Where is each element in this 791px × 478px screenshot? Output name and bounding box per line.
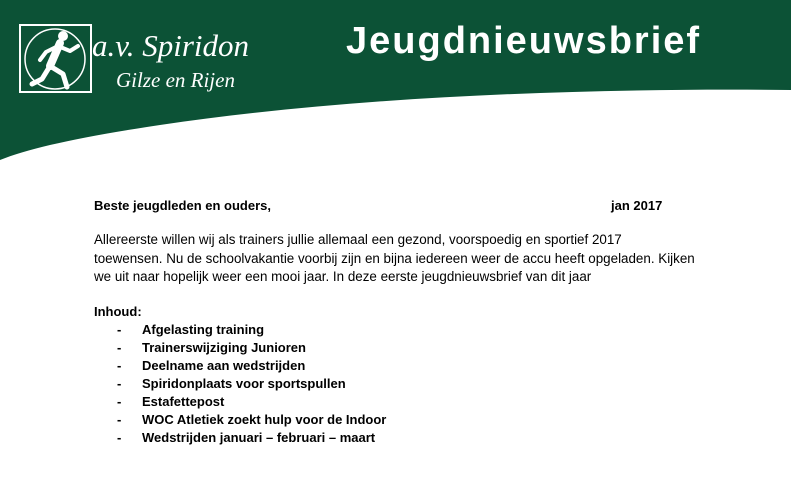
letter-date: jan 2017: [611, 198, 663, 213]
toc-item-text: Wedstrijden januari – februari – maart: [142, 430, 376, 445]
intro-paragraph: Allereerste willen wij als trainers jullie allemaal een gezond, voorspoedig en sportief 2017 toewensen. Nu de schoolvakantie voorbij zijn en bijna iedereen weer de accu heeft opgeladen. Kijken we uit naar hopelijk weer een mooi jaar. In deze eerste jeugdnieuwsbrief van dit jaar: [94, 232, 695, 284]
toc-bullet: -: [117, 340, 122, 355]
toc-bullet: -: [117, 430, 122, 445]
toc-bullet: -: [117, 412, 122, 427]
toc-item-text: Estafettepost: [142, 394, 225, 409]
toc-bullet: -: [117, 394, 122, 409]
toc-item-text: Afgelasting training: [142, 322, 265, 337]
toc-item-text: Deelname aan wedstrijden: [142, 358, 306, 373]
toc-item-text: Trainerswijziging Junioren: [142, 340, 306, 355]
toc-heading: Inhoud:: [94, 304, 142, 319]
club-location: Gilze en Rijen: [116, 68, 235, 92]
newsletter-title: Jeugdnieuwsbrief: [346, 20, 702, 62]
toc-bullet: -: [117, 322, 122, 337]
toc-item-text: Spiridonplaats voor sportspullen: [142, 376, 346, 391]
letter-greeting: Beste jeugdleden en ouders,: [94, 198, 271, 213]
toc-item-text: WOC Atletiek zoekt hulp voor de Indoor: [142, 412, 387, 427]
club-name: a.v. Spiridon: [92, 28, 249, 63]
toc-bullet: -: [117, 358, 122, 373]
toc-bullet: -: [117, 376, 122, 391]
